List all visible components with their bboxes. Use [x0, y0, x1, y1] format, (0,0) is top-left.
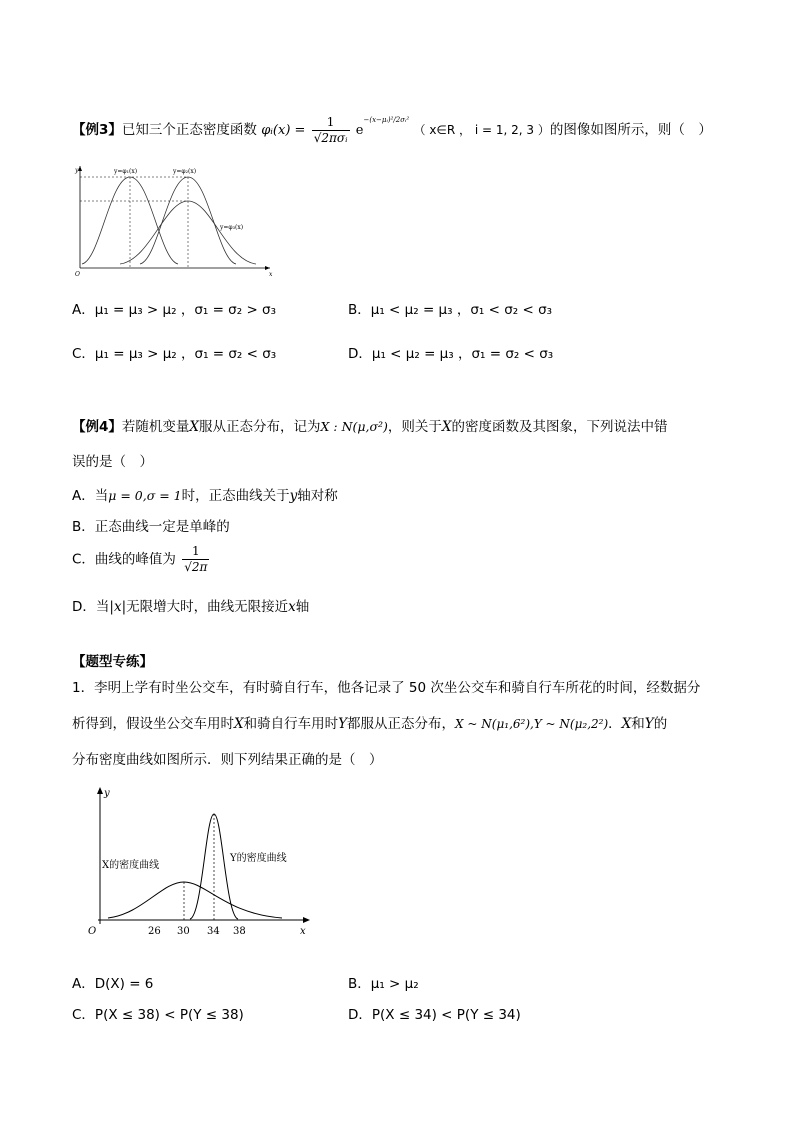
example3-option-c[interactable]: C．μ₁ = μ₃ > μ₂ ，σ₁ = σ₂ < σ₃ [72, 346, 277, 362]
q1-distribution-notation: X ~ N(μ₁,6²),Y ~ N(μ₂,2²) [455, 717, 609, 731]
practice-title: 【题型专练】 [72, 654, 153, 670]
optC-denominator: √2π [184, 560, 208, 574]
q1-variable-x: X [234, 716, 244, 732]
example4-text-a: 若随机变量 [121, 419, 190, 435]
example4-optD-text-b: 无限增大时，曲线无限接近 [126, 599, 289, 615]
example4-option-a[interactable] [72, 484, 338, 504]
q1-text-e: 和 [631, 716, 645, 732]
example4-optA-text-b: 时，正态曲线关于 [181, 488, 290, 504]
normal-notation: X : N(μ,σ²) [320, 419, 388, 434]
ex3-label-phi1: y=φ₁(x) [114, 168, 138, 175]
fraction-numerator: 1 [312, 115, 350, 131]
example4-optA-text-a: A．当 [72, 488, 109, 504]
example4-optD-math: |x| [109, 599, 127, 615]
example3-lead: 已知三个正态密度函数 [121, 122, 257, 138]
q1-y-label: y [104, 788, 110, 799]
exp-exponent: −(x−μᵢ)²/2σᵢ² [363, 116, 410, 124]
practice-option-c[interactable]: C．P(X ≤ 38) < P(Y ≤ 38) [72, 1007, 244, 1023]
q1-origin: O [88, 926, 97, 937]
ex3-y-arrow [78, 166, 82, 171]
density-function-fraction [312, 115, 350, 146]
exp-base: e [355, 123, 364, 138]
q1-x-label: x [300, 926, 306, 937]
practice-option-a[interactable]: A．D(X) = 6 [72, 976, 154, 992]
practice-q1-line3: 分布密度曲线如图所示．则下列结果正确的是（ ） [72, 752, 383, 768]
example4-optD-text-a: D．当 [72, 599, 110, 615]
q1-text-b: 和骑自行车用时 [243, 716, 339, 732]
example4-optA-text-c: 轴对称 [297, 488, 338, 504]
example4-optC-fraction [182, 544, 209, 575]
example3-tag: 【例3】 [72, 122, 122, 138]
ex3-origin: O [75, 271, 80, 278]
ex3-label-phi3: y=φ₃(x) [220, 224, 244, 231]
q1-variable-x-2: X [621, 716, 632, 732]
example3-tail: 的图像如图所示，则（ ） [549, 122, 712, 138]
example3-stem [72, 114, 712, 146]
fraction-denominator: √2πσᵢ [313, 130, 348, 145]
q1-curve-x-label: X的密度曲线 [102, 860, 160, 871]
practice-figure [82, 782, 314, 942]
q1-tick-26: 26 [148, 926, 161, 937]
example4-option-c[interactable] [72, 544, 211, 575]
variable-x: X [189, 419, 200, 435]
ex3-y-label: y [75, 167, 79, 174]
practice-option-d[interactable]: D．P(X ≤ 34) < P(Y ≤ 34) [348, 1007, 521, 1023]
example4-tag: 【例4】 [72, 419, 122, 435]
ex3-label-phi2: y=φ₂(x) [173, 168, 197, 175]
example3-option-a[interactable]: A．μ₁ = μ₃ > μ₂ ，σ₁ = σ₂ > σ₃ [72, 302, 277, 318]
optC-numerator: 1 [182, 544, 209, 560]
example4-text-b: 服从正态分布，记为 [199, 419, 321, 435]
ex3-x-arrow [265, 266, 270, 270]
q1-text-d: ． [608, 716, 622, 732]
example4-option-b[interactable]: B．正态曲线一定是单峰的 [72, 519, 230, 535]
practice-option-b[interactable]: B．μ₁ > μ₂ [348, 976, 419, 992]
q1-x-arrow [303, 917, 310, 923]
q1-variable-y: Y [338, 716, 348, 732]
example4-optA-y: y [289, 488, 298, 504]
domain-condition: （ x∈R ， i = 1, 2, 3 ） [413, 123, 550, 137]
example4-option-d[interactable] [72, 595, 309, 615]
q1-curve-y-label: Y的密度曲线 [230, 853, 287, 864]
practice-q1-line2 [72, 712, 667, 732]
q1-y-arrow [97, 787, 103, 794]
example4-optA-math: μ = 0,σ = 1 [108, 488, 182, 503]
example4-text-c: ，则关于 [387, 419, 442, 435]
density-function-lhs: φᵢ(x) = [261, 123, 306, 138]
variable-x-2: X [441, 419, 452, 435]
ex3-x-label: x [269, 271, 273, 278]
example4-text-d: 的密度函数及其图象，下列说法中错 [451, 419, 668, 435]
example4-stem-line2: 误的是（ ） [72, 454, 153, 470]
example3-option-d[interactable]: D．μ₁ < μ₂ = μ₃ ，σ₁ = σ₂ < σ₃ [348, 346, 554, 362]
practice-q1-line1: 1．李明上学有时坐公交车，有时骑自行车，他各记录了 50 次坐公交车和骑自行车所花的时间，经数据分 [72, 680, 701, 696]
q1-variable-y-2: Y [644, 716, 654, 732]
example3-option-b[interactable]: B．μ₁ < μ₂ = μ₃ ，σ₁ < σ₂ < σ₃ [348, 302, 553, 318]
q1-text-a: 析得到，假设坐公交车用时 [72, 716, 234, 732]
example3-figure [70, 160, 280, 280]
q1-text-f: 的 [653, 716, 668, 732]
q1-tick-34: 34 [207, 926, 220, 937]
example4-stem-line1 [72, 415, 668, 435]
example4-optD-x: x [288, 599, 296, 615]
example4-optD-text-c: 轴 [295, 599, 310, 615]
q1-tick-30: 30 [177, 926, 190, 937]
q1-text-c: 都服从正态分布， [347, 716, 456, 732]
example4-optC-text: C．曲线的峰值为 [72, 551, 176, 568]
q1-tick-38: 38 [233, 926, 246, 937]
